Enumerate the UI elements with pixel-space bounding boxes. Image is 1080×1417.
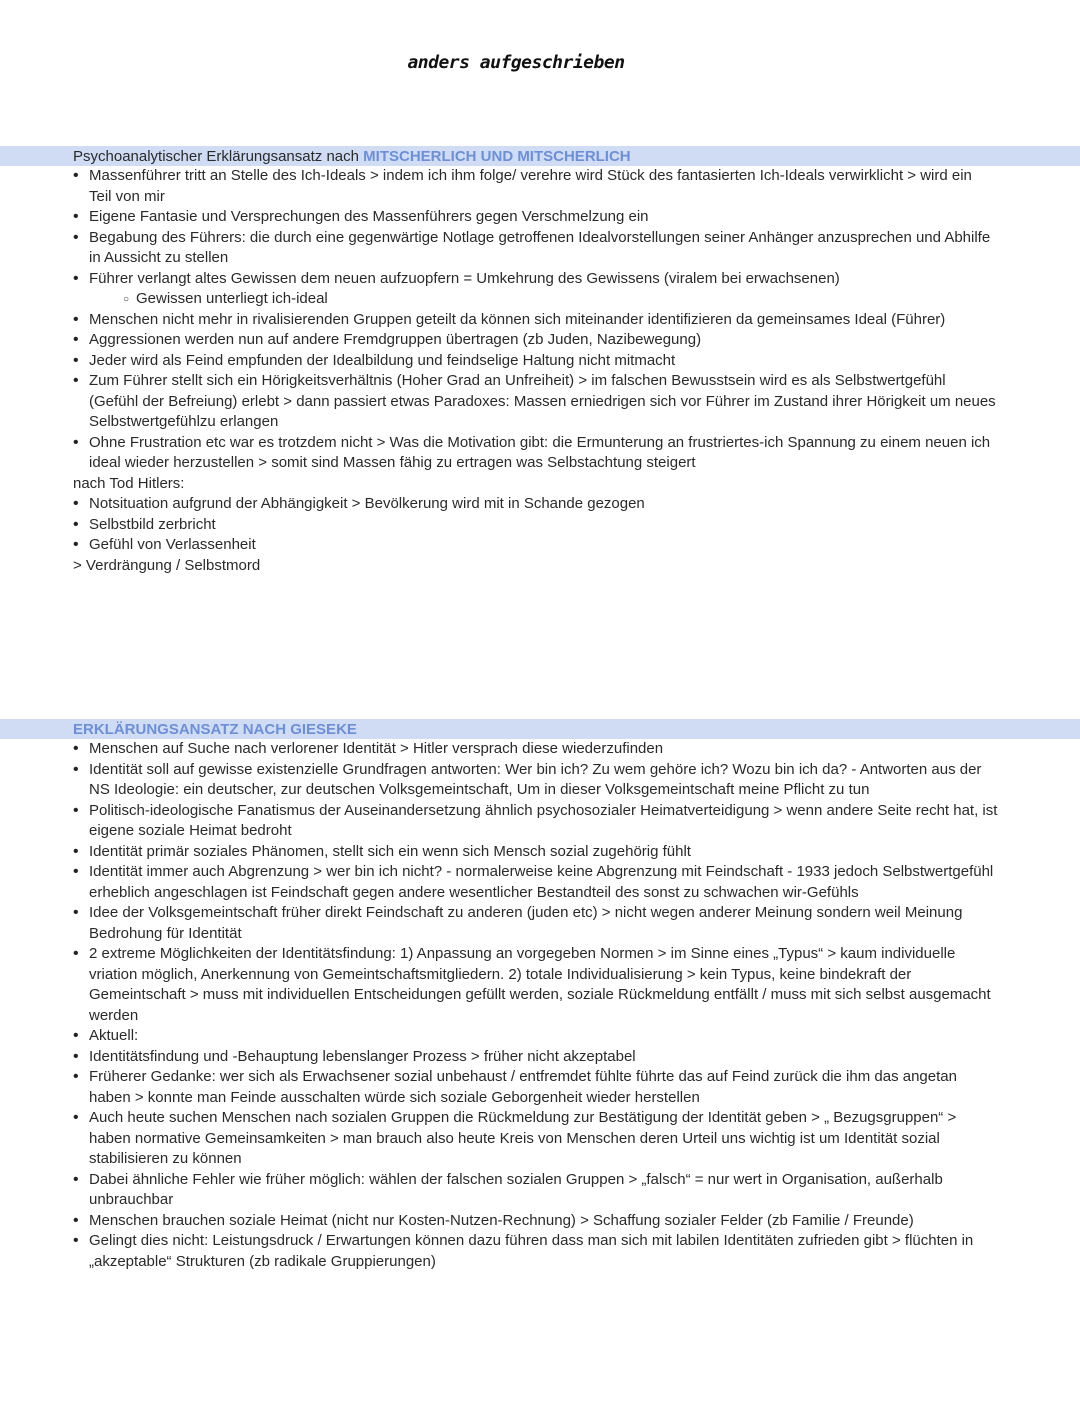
note-line: nach Tod Hitlers: bbox=[73, 474, 185, 492]
section-heading-band bbox=[0, 719, 1080, 739]
bullet-item: • Identität primär soziales Phänomen, stellt sich ein wenn sich Mensch sozial zugehörig fühlt bbox=[0, 842, 1080, 863]
bullet-item: • Idee der Volksgemeintschaft früher direkt Feindschaft zu anderen (juden etc) > nicht wegen anderer Meinung sondern weil Meinung Bedrohung für Identität bbox=[0, 903, 1080, 944]
bullet-item: • Politisch-ideologische Fanatismus der Auseinandersetzung ähnlich psychosozialer Heimatverteidigung > wenn andere Seite recht hat, ist eigene soziale Heimat bedroht bbox=[0, 801, 1080, 842]
heading-accent: ERKLÄRUNGSANSATZ NACH GIESEKE bbox=[73, 720, 357, 738]
note-list bbox=[0, 739, 1080, 1272]
section-heading bbox=[73, 148, 631, 165]
bullet-item: • Identitätsfindung und -Behauptung lebenslanger Prozess > früher nicht akzeptabel bbox=[0, 1047, 1080, 1068]
bullet-item: • Jeder wird als Feind empfunden der Idealbildung und feindselige Haltung nicht mitmacht bbox=[0, 351, 1080, 372]
bullet-item: • Zum Führer stellt sich ein Hörigkeitsverhältnis (Hoher Grad an Unfreiheit) > im falschen Bewusstsein wird es als Selbstwertgefühl (Gefühl der Befreiung) erlebt > dann passiert etwas Paradoxes: Massen erniedrigen sich vor Führer im Zustand ihrer Hörigkeit um neues Selbstwertgefühlzu erlangen bbox=[0, 371, 1080, 433]
bullet-item: • Dabei ähnliche Fehler wie früher möglich: wählen der falschen sozialen Gruppen > „falsch“ = nur wert in Organisation, außerhalb unbrauchbar bbox=[0, 1170, 1080, 1211]
handwritten-title: anders aufgeschrieben bbox=[407, 52, 625, 73]
bullet-item: • Auch heute suchen Menschen nach sozialen Gruppen die Rückmeldung zur Bestätigung der Identität geben > „ Bezugsgruppen“ > haben normative Gemeinsamkeiten > man brauch also heute Kreis von Menschen deren Urteil uns wichtig ist um Identität sozial stabilisieren zu können bbox=[0, 1108, 1080, 1170]
note-line: > Verdrängung / Selbstmord bbox=[73, 556, 261, 574]
bullet-item: • Selbstbild zerbricht bbox=[0, 515, 1080, 536]
bullet-item: • Menschen auf Suche nach verlorener Identität > Hitler versprach diese wiederzufinden bbox=[0, 739, 1080, 760]
bullet-item: • Aktuell: bbox=[0, 1026, 1080, 1047]
bullet-item: • Eigene Fantasie und Versprechungen des Massenführers gegen Verschmelzung ein bbox=[0, 207, 1080, 228]
bullet-item: • Menschen nicht mehr in rivalisierenden Gruppen geteilt da können sich miteinander identifizieren da gemeinsames Ideal (Führer) bbox=[0, 310, 1080, 331]
bullet-item: • 2 extreme Möglichkeiten der Identitätsfindung: 1) Anpassung an vorgegeben Normen > im Sinne eines „Typus“ > kaum individuelle vriation möglich, Anerkennung von Gemeintschaftsmitgliedern. 2) totale Individualisierung > kein Typus, keine bindekraft der Gemeintschaft > muss mit individuellen Entscheidungen gefüllt werden, soziale Rückmeldung entfällt / muss mit sich selbst ausgemacht werden bbox=[0, 944, 1080, 1026]
section-heading bbox=[73, 721, 357, 738]
heading-prefix: Psychoanalytischer Erklärungsansatz nach bbox=[73, 147, 364, 165]
bullet-item: • Begabung des Führers: die durch eine gegenwärtige Notlage getroffenen Idealvorstellungen seiner Anhänger anzusprechen und Abhilfe in Aussicht zu stellen bbox=[0, 228, 1080, 269]
bullet-item: • Massenführer tritt an Stelle des Ich-Ideals > indem ich ihm folge/ verehre wird Stück des fantasierten Ich-Ideals verwirklicht > wird ein Teil von mir bbox=[0, 166, 1080, 207]
bullet-item: • Gelingt dies nicht: Leistungsdruck / Erwartungen können dazu führen dass man sich mit labilen Identitäten zufrieden gibt > flüchten in „akzeptable“ Strukturen (zb radikale Gruppierungen) bbox=[0, 1231, 1080, 1272]
bullet-item: • Menschen brauchen soziale Heimat (nicht nur Kosten-Nutzen-Rechnung) > Schaffung sozialer Felder (zb Familie / Freunde) bbox=[0, 1211, 1080, 1232]
section-heading-band bbox=[0, 146, 1080, 166]
bullet-item: • Notsituation aufgrund der Abhängigkeit > Bevölkerung wird mit in Schande gezogen bbox=[0, 494, 1080, 515]
bullet-item: • Ohne Frustration etc war es trotzdem nicht > Was die Motivation gibt: die Ermunterung an frustriertes-ich Spannung zu einem neuen ich ideal wieder herzustellen > somit sind Massen fähig zu ertragen was Selbstachtung steigert bbox=[0, 433, 1080, 474]
bullet-item: • Früherer Gedanke: wer sich als Erwachsener sozial unbehaust / entfremdet fühlte führte das auf Feind zurück die ihm das angetan haben > konnte man Feinde ausschalten würde sich soziale Geborgenheit wieder herstellen bbox=[0, 1067, 1080, 1108]
sub-bullet-item: ○ Gewissen unterliegt ich-ideal bbox=[0, 289, 1080, 310]
bullet-item: • Gefühl von Verlassenheit bbox=[0, 535, 1080, 556]
note-list bbox=[0, 166, 1080, 576]
bullet-item: • Aggressionen werden nun auf andere Fremdgruppen übertragen (zb Juden, Nazibewegung) bbox=[0, 330, 1080, 351]
heading-accent: MITSCHERLICH UND MITSCHERLICH bbox=[363, 147, 631, 165]
bullet-item: • Identität immer auch Abgrenzung > wer bin ich nicht? - normalerweise keine Abgrenzung mit Feindschaft - 1933 jedoch Selbstwertgefühl erheblich angeschlagen ist Feindschaft gegen andere wesentlicher Bestandteil des sonst zu schwachen wir-Gefühls bbox=[0, 862, 1080, 903]
bullet-item: • Führer verlangt altes Gewissen dem neuen aufzuopfern = Umkehrung des Gewissens (viralem bei erwachsenen) bbox=[0, 269, 1080, 290]
section-gieseke bbox=[0, 719, 1080, 1272]
section-mitscherlich bbox=[0, 146, 1080, 576]
bullet-item: • Identität soll auf gewisse existenzielle Grundfragen antworten: Wer bin ich? Zu wem gehöre ich? Wozu bin ich da? - Antworten aus der NS Ideologie: ein deutscher, zur deutschen Volksgemeintschaft, Um in dieser Volksgemeintschaft meine Pflicht zu tun bbox=[0, 760, 1080, 801]
